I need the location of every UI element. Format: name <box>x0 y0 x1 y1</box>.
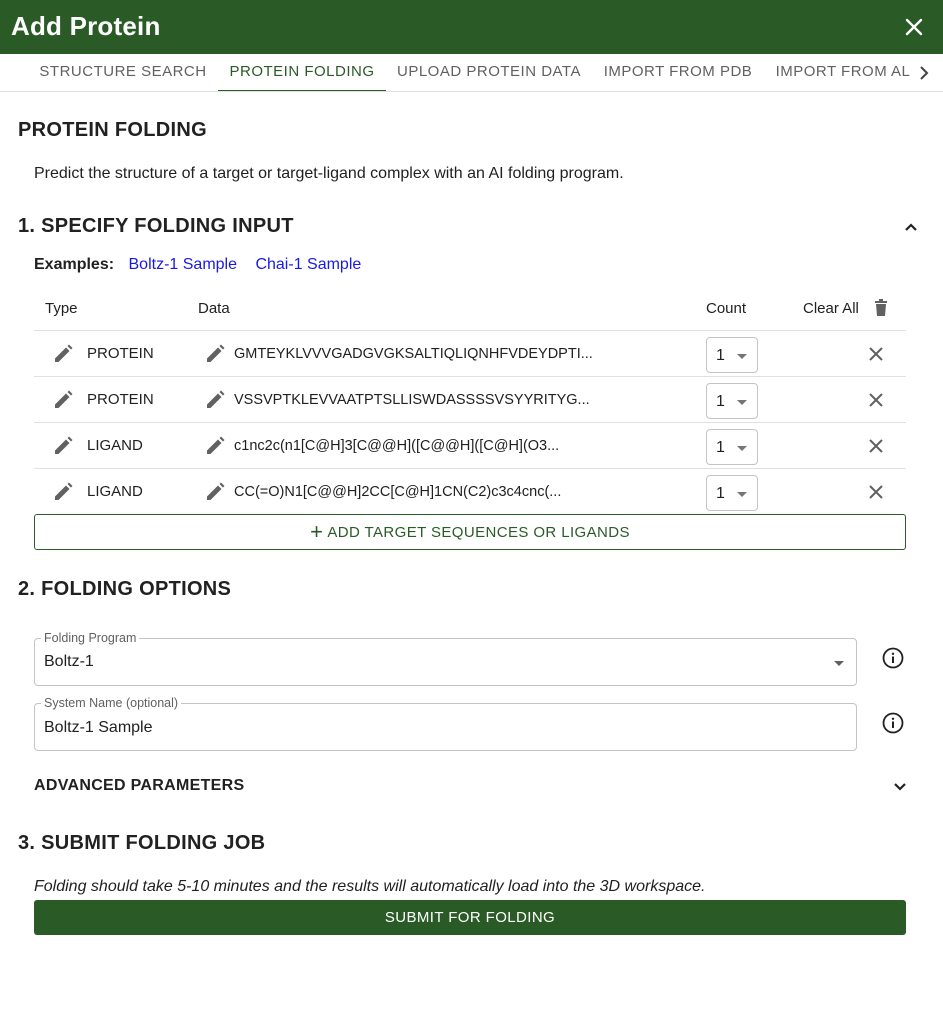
examples-row <box>34 256 361 274</box>
table-header <box>34 287 906 331</box>
remove-row-close-icon[interactable] <box>866 436 886 456</box>
table-row <box>34 377 906 423</box>
edit-data-pencil-icon[interactable] <box>205 344 225 364</box>
add-target-label: ADD TARGET SEQUENCES OR LIGANDS <box>327 523 630 541</box>
row-data: VSSVPTKLEVVAATPTSLLISWDASSSSVSYYRITYG... <box>234 392 590 408</box>
system-name-value: Boltz-1 Sample <box>44 719 153 736</box>
info-icon[interactable] <box>882 647 904 669</box>
row-type: PROTEIN <box>87 391 154 408</box>
example-link-chai1[interactable]: Chai-1 Sample <box>255 256 362 273</box>
advanced-parameters-toggle[interactable]: ADVANCED PARAMETERS <box>34 777 245 794</box>
folding-program-select[interactable] <box>34 631 857 686</box>
edit-type-pencil-icon[interactable] <box>53 390 73 410</box>
close-icon <box>905 18 923 36</box>
row-data: c1nc2c(n1[C@H]3[C@@H]([C@@H]([C@H](O3... <box>234 438 560 454</box>
edit-data-pencil-icon[interactable] <box>205 436 225 456</box>
example-link-boltz1[interactable]: Boltz-1 Sample <box>128 256 237 273</box>
submit-note: Folding should take 5-10 minutes and the results will automatically load into the 3D workspace. <box>34 878 706 895</box>
caret-down-icon <box>737 400 747 405</box>
submit-for-folding-button[interactable]: SUBMIT FOR FOLDING <box>34 900 906 935</box>
tab-structure-search[interactable]: STRUCTURE SEARCH <box>39 63 207 80</box>
examples-label: Examples: <box>34 256 115 273</box>
count-select[interactable] <box>706 383 758 419</box>
table-row <box>34 331 906 377</box>
remove-row-close-icon[interactable] <box>866 482 886 502</box>
system-name-field[interactable] <box>34 696 857 751</box>
caret-down-icon <box>737 492 747 497</box>
page-description: Predict the structure of a target or target-ligand complex with an AI folding program. <box>34 165 624 182</box>
chevron-right-icon[interactable] <box>915 64 933 82</box>
edit-type-pencil-icon[interactable] <box>53 482 73 502</box>
remove-row-close-icon[interactable] <box>866 390 886 410</box>
caret-down-icon <box>737 446 747 451</box>
count-value: 1 <box>716 393 725 410</box>
column-header-type: Type <box>45 300 78 317</box>
caret-down-icon <box>834 661 844 666</box>
edit-data-pencil-icon[interactable] <box>205 390 225 410</box>
tab-upload-protein-data[interactable]: UPLOAD PROTEIN DATA <box>397 63 581 80</box>
count-select[interactable] <box>706 337 758 373</box>
remove-row-close-icon[interactable] <box>866 344 886 364</box>
add-target-sequences-button[interactable] <box>34 514 906 550</box>
dialog-title: Add Protein <box>11 11 161 41</box>
dialog-header <box>0 0 943 54</box>
count-value: 1 <box>716 439 725 456</box>
table-row <box>34 469 906 515</box>
info-icon[interactable] <box>882 712 904 734</box>
clear-all-button[interactable]: Clear All <box>803 300 859 317</box>
table-row <box>34 423 906 469</box>
row-data: CC(=O)N1[C@@H]2CC[C@H]1CN(C2)c3c4cnc(... <box>234 484 562 500</box>
section-folding-options-title: 2. FOLDING OPTIONS <box>18 578 232 600</box>
trash-icon[interactable] <box>874 299 888 317</box>
page-title: PROTEIN FOLDING <box>18 119 207 141</box>
row-type: LIGAND <box>87 437 143 454</box>
count-value: 1 <box>716 347 725 364</box>
chevron-up-icon[interactable] <box>901 217 921 237</box>
section-submit-title: 3. SUBMIT FOLDING JOB <box>18 832 266 854</box>
caret-down-icon <box>737 354 747 359</box>
chevron-down-icon[interactable] <box>890 776 910 796</box>
row-type: LIGAND <box>87 483 143 500</box>
close-button[interactable] <box>899 12 929 42</box>
tab-bar <box>0 54 943 92</box>
column-header-count: Count <box>706 300 747 317</box>
edit-type-pencil-icon[interactable] <box>53 344 73 364</box>
tab-import-from-pdb[interactable]: IMPORT FROM PDB <box>603 63 753 80</box>
plus-icon: + <box>310 519 324 544</box>
row-type: PROTEIN <box>87 345 154 362</box>
count-select[interactable] <box>706 475 758 511</box>
system-name-label: System Name (optional) <box>41 696 181 710</box>
tab-protein-folding[interactable]: PROTEIN FOLDING <box>218 54 386 92</box>
tab-import-from-al[interactable]: IMPORT FROM AL <box>775 63 911 80</box>
edit-data-pencil-icon[interactable] <box>205 482 225 502</box>
folding-program-value: Boltz-1 <box>44 653 94 670</box>
count-select[interactable] <box>706 429 758 465</box>
row-data: GMTEYKLVVVGADGVGKSALTIQLIQNHFVDEYDPTI... <box>234 346 593 362</box>
folding-program-label: Folding Program <box>41 631 139 645</box>
edit-type-pencil-icon[interactable] <box>53 436 73 456</box>
folding-input-table <box>34 287 906 515</box>
section-folding-input-title: 1. SPECIFY FOLDING INPUT <box>18 215 294 237</box>
count-value: 1 <box>716 485 725 502</box>
column-header-data: Data <box>198 300 230 317</box>
